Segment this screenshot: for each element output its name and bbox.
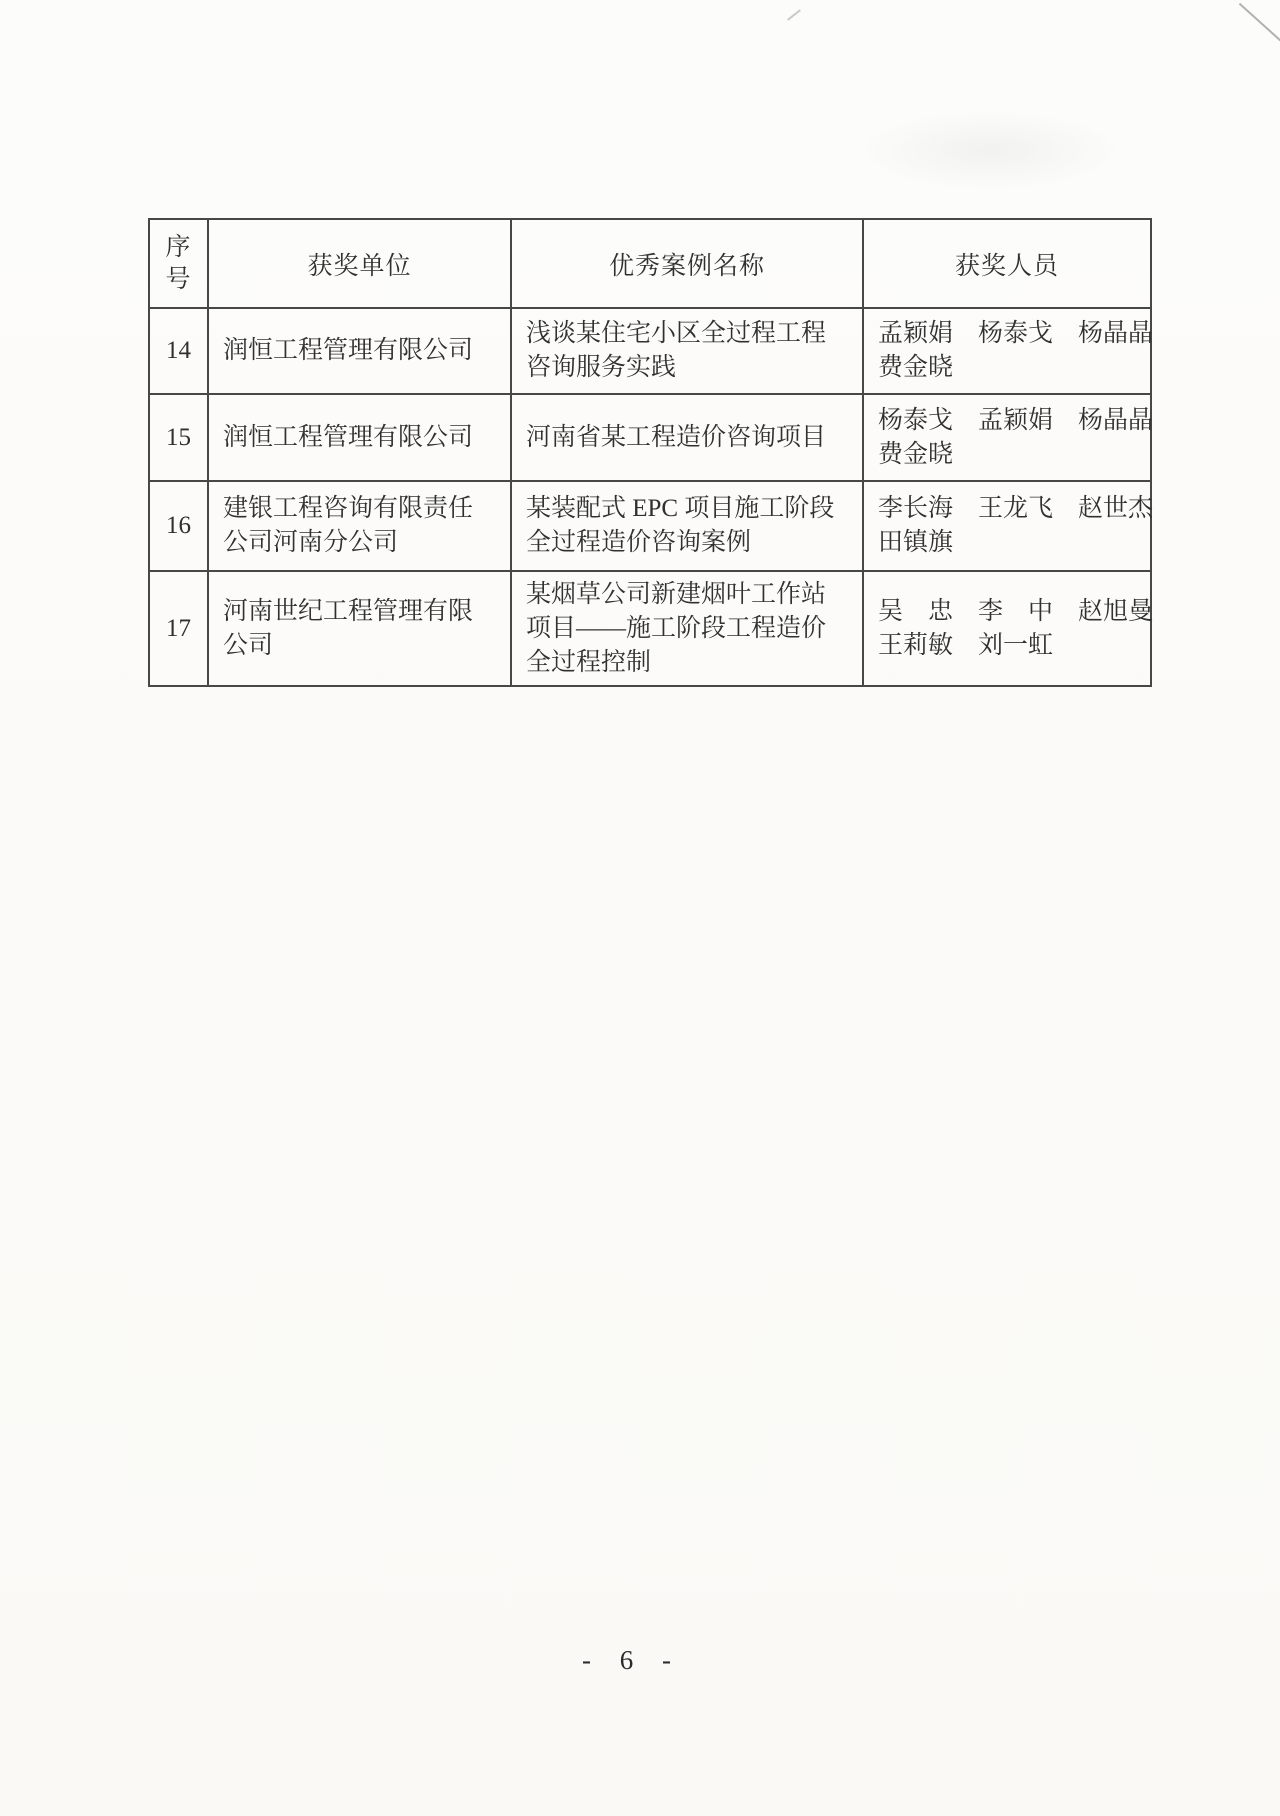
scan-artifact-corner xyxy=(1239,3,1280,43)
case-name-cell-line: 项目——施工阶段工程造价 xyxy=(526,614,827,642)
awards-table xyxy=(148,218,1152,687)
table-body xyxy=(149,308,1154,686)
header-row xyxy=(149,219,1151,308)
award-people-cell-line: 费金晓 xyxy=(878,354,954,381)
award-people-cell xyxy=(863,481,1154,571)
case-name-cell xyxy=(511,394,863,481)
award-people-cell xyxy=(863,394,1154,481)
case-name-cell-line: 某装配式 EPC 项目施工阶段 xyxy=(526,495,835,522)
award-people-cell xyxy=(863,308,1154,394)
case-name-cell xyxy=(511,571,863,686)
award-people-cell-line: 李长海 王龙飞 赵世杰 xyxy=(878,495,1154,522)
case-name-cell-line: 某烟草公司新建烟叶工作站 xyxy=(526,580,827,608)
award-people-cell-line: 杨泰戈 孟颖娟 杨晶晶 xyxy=(878,406,1154,434)
table-row xyxy=(149,481,1151,571)
case-name-cell xyxy=(511,308,863,394)
award-unit-cell-line: 公司 xyxy=(223,631,274,659)
col-header-no xyxy=(149,219,208,308)
table-row xyxy=(149,394,1151,481)
col-header-people: 获奖人员 xyxy=(863,219,1151,308)
row-number-cell: 14 xyxy=(149,308,208,394)
scan-artifact-tick xyxy=(787,9,801,20)
col-header-no-label: 序号 xyxy=(165,233,192,293)
award-people-cell xyxy=(863,571,1154,686)
award-people-cell-line: 孟颖娟 杨泰戈 杨晶晶 xyxy=(878,320,1154,347)
award-unit-cell xyxy=(208,571,511,686)
table-row xyxy=(149,308,1151,394)
case-name-cell-line: 浅谈某住宅小区全过程工程 xyxy=(526,320,827,347)
row-number-cell: 16 xyxy=(149,481,208,571)
award-people-cell-line: 费金晓 xyxy=(878,440,954,468)
col-header-unit: 获奖单位 xyxy=(208,219,511,308)
award-unit-cell xyxy=(208,308,511,394)
table-row xyxy=(149,571,1151,686)
case-name-cell-line: 河南省某工程造价咨询项目 xyxy=(526,423,827,451)
award-unit-cell xyxy=(208,481,511,571)
award-unit-cell-line: 润恒工程管理有限公司 xyxy=(223,423,474,451)
col-header-case: 优秀案例名称 xyxy=(511,219,863,308)
award-people-cell-line: 王莉敏 刘一虹 xyxy=(878,631,1054,659)
award-unit-cell-line: 润恒工程管理有限公司 xyxy=(223,337,474,364)
award-unit-cell-line: 公司河南分公司 xyxy=(223,529,399,556)
case-name-cell-line: 全过程控制 xyxy=(526,648,652,676)
award-unit-cell-line: 河南世纪工程管理有限 xyxy=(223,597,474,625)
case-name-cell xyxy=(511,481,863,571)
row-number-cell: 17 xyxy=(149,571,208,686)
scan-artifact-smudge xyxy=(860,110,1120,190)
case-name-cell-line: 全过程造价咨询案例 xyxy=(526,529,752,556)
award-people-cell-line: 田镇旗 xyxy=(878,529,954,556)
award-people-cell-line: 吴 忠 李 中 赵旭曼 xyxy=(878,597,1154,625)
page-number: - 6 - xyxy=(582,1645,674,1675)
row-number-cell: 15 xyxy=(149,394,208,481)
case-name-cell-line: 咨询服务实践 xyxy=(526,354,677,381)
award-unit-cell-line: 建银工程咨询有限责任 xyxy=(223,495,474,522)
award-unit-cell xyxy=(208,394,511,481)
